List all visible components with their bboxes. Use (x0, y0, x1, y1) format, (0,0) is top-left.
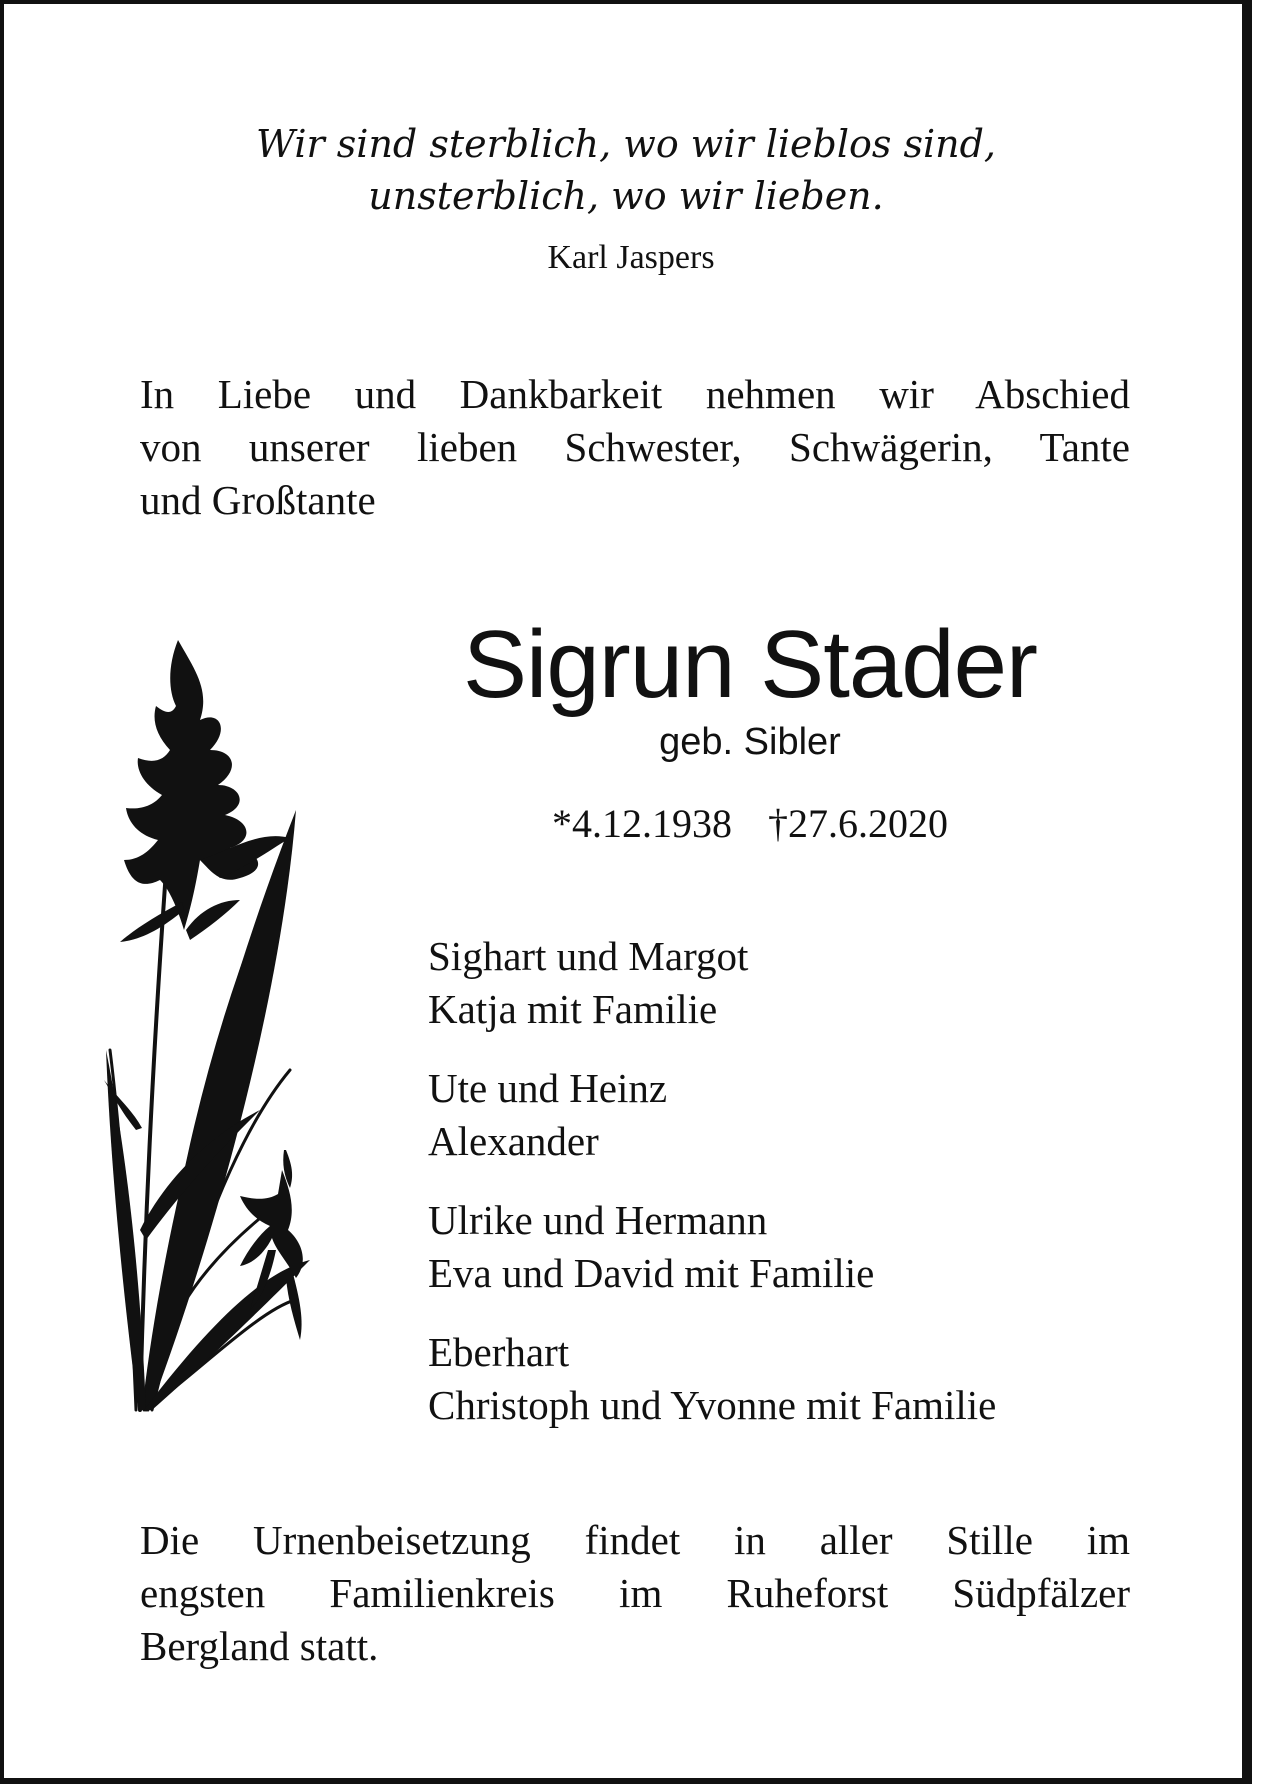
mourner-line: Eva und David mit Familie (428, 1250, 875, 1296)
intro-text (140, 368, 1130, 527)
life-dates (380, 800, 1120, 848)
quote-line-2: unsterblich, wo wir lieben. (368, 174, 884, 218)
mourner-line: Sighart und Margot (428, 933, 749, 979)
mourner-line: Ute und Heinz (428, 1065, 668, 1111)
deceased-birth-name: geb. Sibler (659, 721, 841, 763)
quote (0, 118, 1252, 222)
deceased-name: Sigrun Stader (462, 611, 1037, 718)
mourner-line: Alexander (428, 1118, 599, 1164)
mourner-group (428, 930, 1128, 1036)
birth-date: *4.12.1938 (552, 801, 732, 846)
mourner-line: Eberhart (428, 1329, 570, 1375)
mourner-group (428, 1194, 1128, 1300)
quote-author: Karl Jaspers (547, 239, 715, 276)
mourner-line: Katja mit Familie (428, 986, 718, 1032)
closing-line-3: Bergland statt. (140, 1623, 379, 1669)
mourner-line: Ulrike und Hermann (428, 1197, 768, 1243)
quote-line-1: Wir sind sterblich, wo wir lieblos sind, (256, 122, 996, 166)
intro-line-1: In Liebe und Dankbarkeit nehmen wir Abschied (140, 371, 1130, 417)
mourner-line: Christoph und Yvonne mit Familie (428, 1382, 997, 1428)
closing-text (140, 1514, 1130, 1673)
grass-icon (100, 610, 350, 1430)
intro-line-3: und Großtante (140, 477, 376, 523)
mourner-group (428, 1062, 1128, 1168)
mourners-list (428, 930, 1128, 1458)
intro-line-2: von unserer lieben Schwester, Schwägerin, Tante (140, 424, 1130, 470)
closing-line-2: engsten Familienkreis im Ruheforst Südpfälzer (140, 1570, 1130, 1616)
mourner-group (428, 1326, 1128, 1432)
closing-line-1: Die Urnenbeisetzung findet in aller Stille im (140, 1517, 1130, 1563)
death-date: †27.6.2020 (768, 801, 948, 846)
